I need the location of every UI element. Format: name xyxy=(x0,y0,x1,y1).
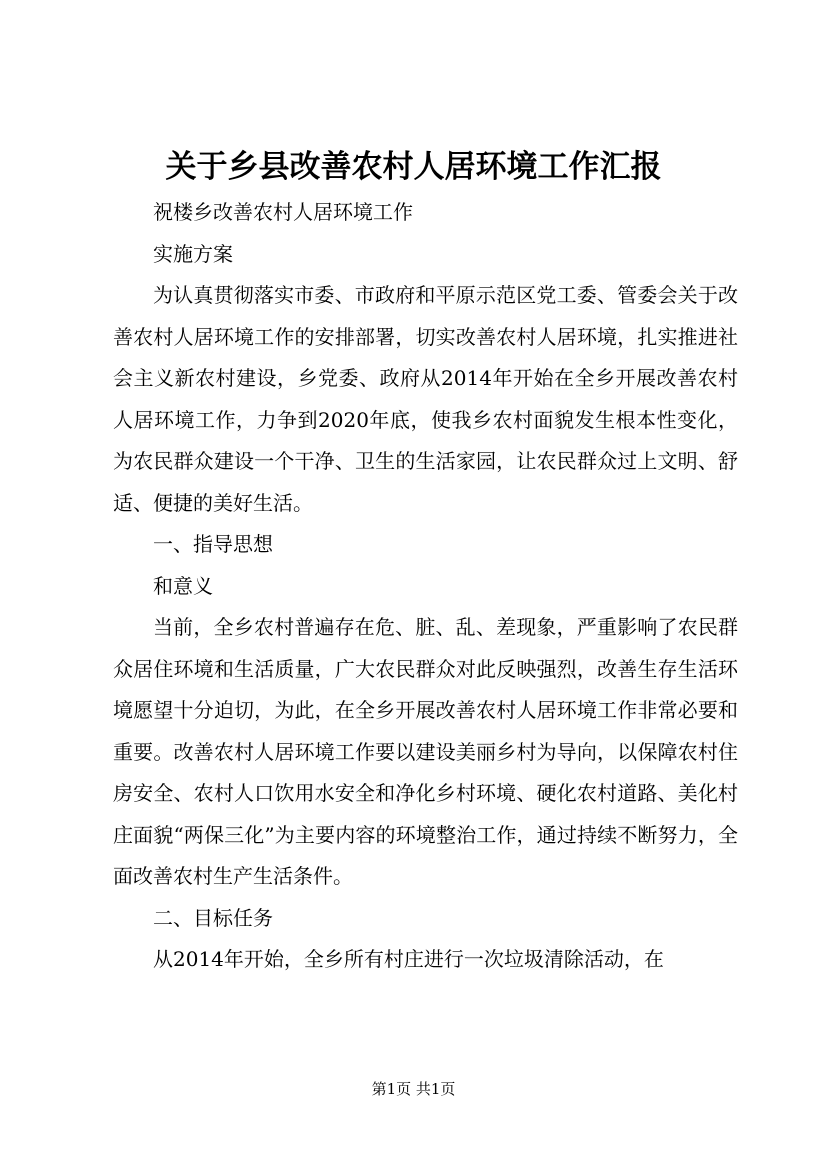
page-footer: 第1页 共1页 xyxy=(371,1080,456,1098)
section-heading-1: 一、指导思想 xyxy=(153,532,273,556)
paragraph-targets: 从2014年开始，全乡所有村庄进行一次垃圾清除活动，在 xyxy=(153,947,664,971)
section-heading-2: 二、目标任务 xyxy=(153,905,273,930)
section-heading-1-cont: 和意义 xyxy=(153,573,213,598)
document-body xyxy=(113,192,738,981)
paragraph-intro: 为认真贯彻落实市委、市政府和平原示范区党工委、管委会关于改善农村人居环境工作的安排部署，切实改善农村人居环境，扎实推进社会主义新农村建设，乡党委、政府从2014年开始在全乡开展改善农村人居环境工作，力争到2020年底，使我乡农村面貌发生根本性变化，为农民群众建设一个干净、卫生的生活家园，让农民群众过上文明、舒适、便捷的美好生活。 xyxy=(113,283,738,515)
document-title: 关于乡县改善农村人居环境工作汇报 xyxy=(165,149,662,185)
paragraph-current-situation: 当前，全乡农村普遍存在危、脏、乱、差现象，严重影响了农民群众居住环境和生活质量，广大农民群众对此反映强烈，改善生存生活环境愿望十分迫切，为此，在全乡开展改善农村人居环境工作非常必要和重要。改善农村人居环境工作要以建设美丽乡村为导向，以保障农村住房安全、农村人口饮用水安全和净化乡村环境、硬化农村道路、美化村庄面貌“两保三化”为主要内容的环境整治工作，通过持续不断努力，全面改善农村生产生活条件。 xyxy=(113,615,738,888)
paragraph-subtitle-2: 实施方案 xyxy=(153,241,233,266)
paragraph-subtitle-1: 祝楼乡改善农村人居环境工作 xyxy=(153,200,413,224)
